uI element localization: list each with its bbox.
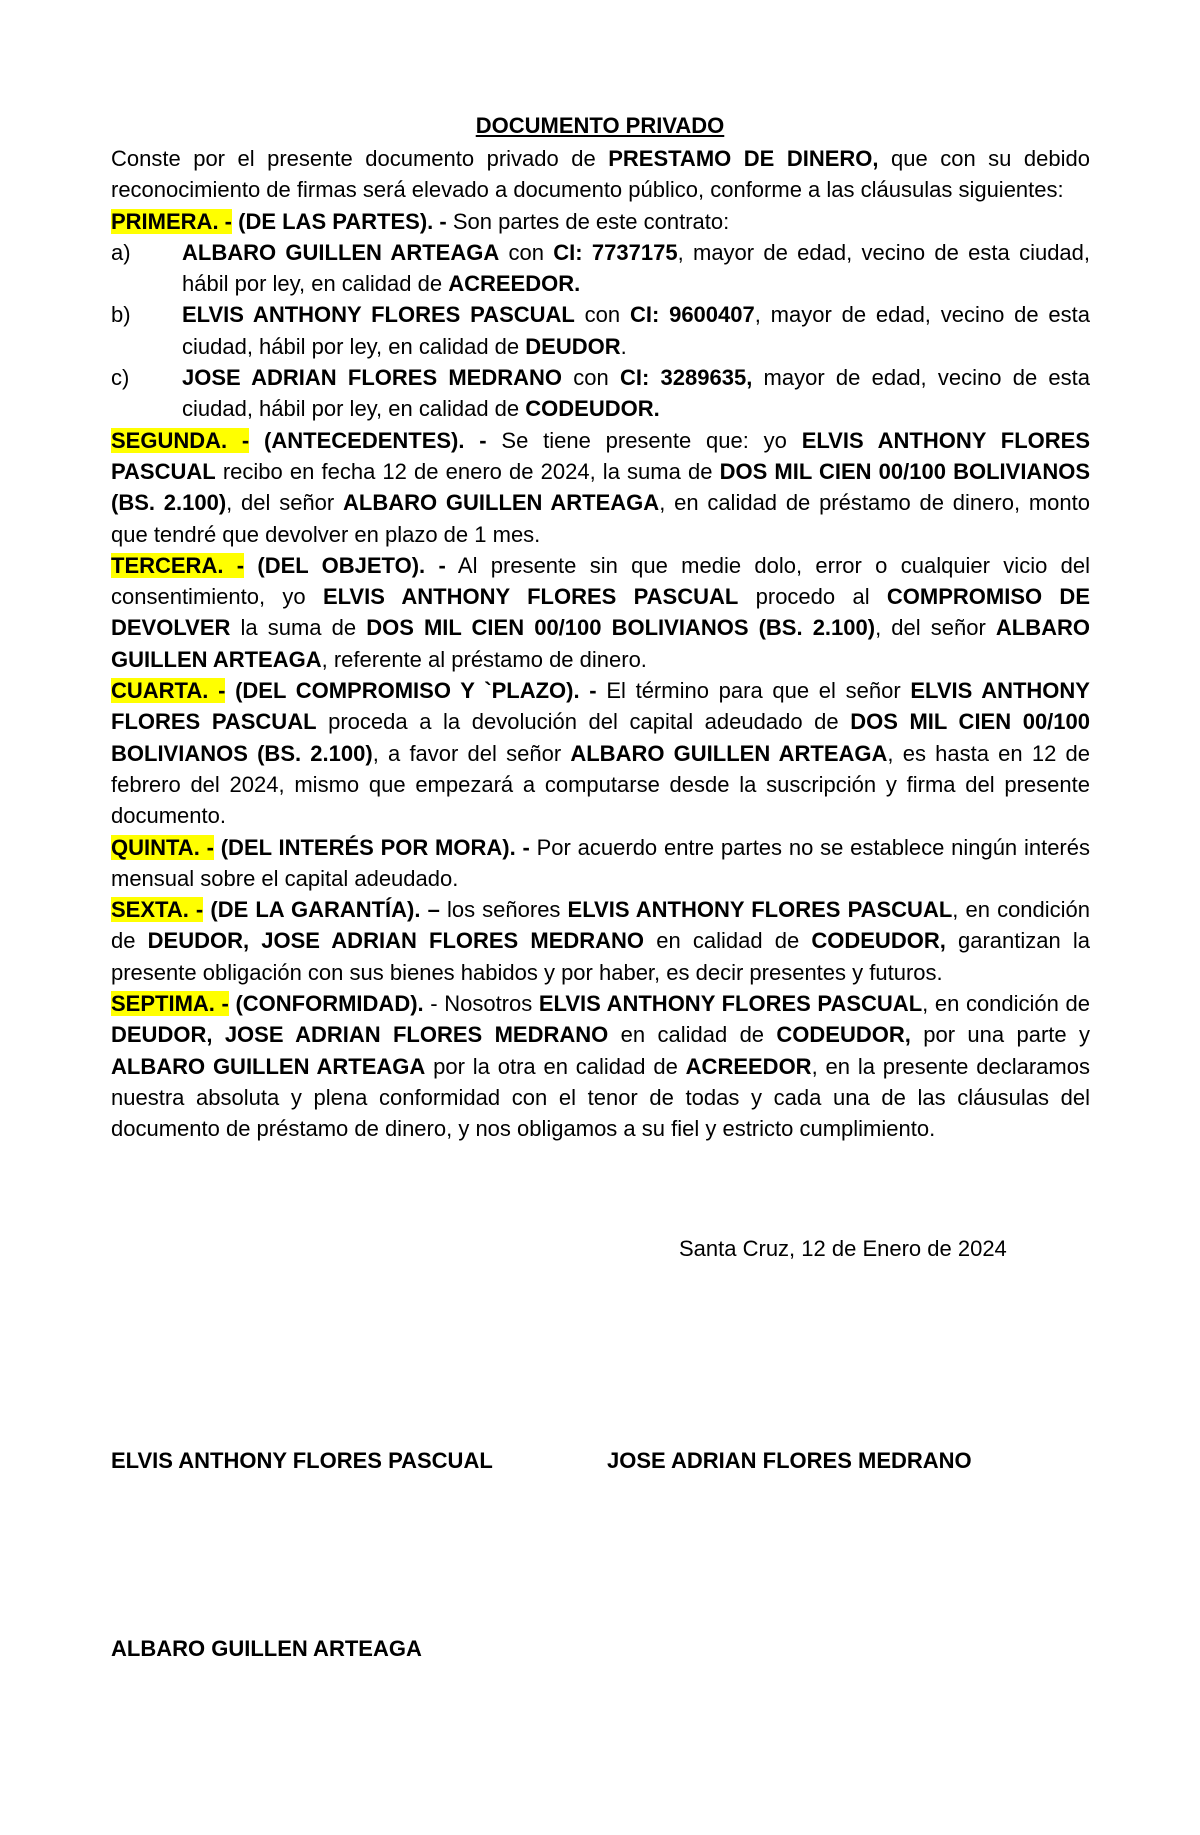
- clause-bold: ELVIS ANTHONY FLORES PASCUAL: [538, 991, 923, 1017]
- document-body: [111, 143, 1090, 1145]
- clause-text: por la otra en calidad de: [425, 1053, 686, 1079]
- signature-codeudor: JOSE ADRIAN FLORES MEDRANO: [607, 1448, 972, 1473]
- clause-cuarta: [111, 675, 1090, 831]
- clause-heading: (DEL COMPROMISO Y `PLAZO). -: [225, 678, 597, 704]
- list-marker: b): [111, 302, 131, 328]
- clause-bold: DEUDOR, JOSE ADRIAN FLORES MEDRANO: [147, 928, 645, 954]
- clause-heading: (DEL INTERÉS POR MORA). -: [213, 834, 530, 860]
- clause-bold: ACREEDOR: [685, 1053, 812, 1079]
- party-text: [182, 362, 1090, 425]
- party-item-c: [111, 362, 1090, 425]
- clause-text: , a favor del señor: [372, 740, 571, 766]
- party-name: JOSE ADRIAN FLORES MEDRANO: [182, 365, 563, 391]
- party-desc: , mayor de edad, vecino de esta ciudad, hábil por ley, en calidad de: [182, 302, 1090, 359]
- clause-text: Al presente sin que medie dolo, error o cualquier vicio del consentimiento, yo: [111, 552, 1090, 610]
- list-marker: c): [111, 365, 130, 391]
- clause-bold: DEUDOR, JOSE ADRIAN FLORES MEDRANO: [111, 1022, 609, 1048]
- clause-bold: ELVIS ANTHONY FLORES PASCUAL: [111, 678, 1090, 735]
- signature-deudor: ELVIS ANTHONY FLORES PASCUAL: [111, 1448, 493, 1473]
- party-name: ELVIS ANTHONY FLORES PASCUAL: [182, 302, 575, 328]
- intro-paragraph: [111, 143, 1090, 206]
- clause-tercera: [111, 550, 1090, 675]
- clause-text: en calidad de: [644, 928, 812, 954]
- clause-text: proceda a la devolución del capital adeudado de: [316, 709, 851, 735]
- clause-label: TERCERA. -: [111, 552, 245, 578]
- clause-heading: (ANTECEDENTES). -: [249, 427, 487, 453]
- clause-bold: ELVIS ANTHONY FLORES PASCUAL: [567, 897, 953, 923]
- party-item-a: [111, 237, 1090, 300]
- party-text: [182, 299, 1090, 362]
- party-role: ACREEDOR.: [448, 271, 581, 297]
- party-role: DEUDOR: [525, 333, 621, 359]
- clause-text: recibo en fecha 12 de enero de 2024, la suma de: [215, 458, 720, 484]
- clause-text: los señores: [439, 897, 568, 923]
- clause-label: SEXTA. -: [111, 897, 204, 923]
- party-ci: CI: 7737175: [553, 239, 678, 265]
- party-item-b: [111, 299, 1090, 362]
- party-text: [182, 237, 1090, 300]
- party-ci: CI: 9600407: [629, 302, 755, 328]
- clause-bold: CODEUDOR,: [776, 1022, 911, 1048]
- clause-heading: (DE LAS PARTES). -: [232, 208, 447, 234]
- clause-bold: CODEUDOR,: [811, 928, 946, 954]
- clause-heading: (CONFORMIDAD).: [228, 991, 424, 1017]
- clause-sexta: [111, 894, 1090, 988]
- party-con: con: [499, 239, 554, 265]
- intro-bold: PRESTAMO DE DINERO,: [608, 146, 879, 171]
- intro-text: Conste por el presente documento privado de: [111, 146, 609, 171]
- document-title: DOCUMENTO PRIVADO: [475, 113, 725, 138]
- clause-bold: ELVIS ANTHONY FLORES PASCUAL: [111, 427, 1091, 484]
- clause-heading: (DE LA GARANTÍA). –: [203, 897, 440, 923]
- clause-text: garantizan la presente obligación con sus bienes habidos y por haber, es decir presentes y futuros.: [111, 928, 1091, 985]
- clause-bold: DOS MIL CIEN 00/100 BOLIVIANOS (BS. 2.100): [366, 615, 876, 641]
- clause-text: Se tiene presente que: yo: [486, 427, 802, 453]
- party-name: ALBARO GUILLEN ARTEAGA: [182, 239, 500, 265]
- clause-label: SEGUNDA. -: [111, 427, 250, 453]
- clause-text: , del señor: [875, 615, 996, 641]
- clause-label: PRIMERA. -: [111, 208, 232, 234]
- party-ci: CI: 3289635,: [619, 365, 753, 391]
- clause-text: El término para que el señor: [596, 678, 911, 704]
- clause-text: , en la presente declaramos nuestra absoluta y plena conformidad con el tenor de todas y cada una de las cláusulas del documento de préstamo de dinero, y nos obligamos a su fiel y estricto cumplimiento.: [111, 1053, 1090, 1142]
- intro-text-2: que con su debido reconocimiento de firmas será elevado a documento público, conforme a las cláusulas siguientes:: [111, 146, 1090, 203]
- party-role: CODEUDOR.: [525, 396, 660, 422]
- clause-text: - Nosotros: [423, 991, 539, 1017]
- clause-text: Por acuerdo entre partes no se establece ningún interés mensual sobre el capital adeudado.: [111, 834, 1090, 891]
- clause-text: en calidad de: [608, 1022, 777, 1048]
- place-date: Santa Cruz, 12 de Enero de 2024: [679, 1236, 1007, 1261]
- clause-text: , en condición de: [111, 897, 1091, 954]
- party-con: con: [562, 365, 620, 391]
- clause-septima: [111, 988, 1090, 1144]
- clause-bold: COMPROMISO DE DEVOLVER: [111, 584, 1090, 641]
- list-marker: a): [111, 239, 131, 265]
- clause-text: procedo al: [738, 584, 887, 610]
- clause-label: SEPTIMA. -: [111, 991, 229, 1017]
- clause-primera: [111, 206, 1090, 237]
- clause-bold: DOS MIL CIEN 00/100 BOLIVIANOS (BS. 2.100): [111, 458, 1090, 516]
- clause-text: , del señor: [226, 490, 344, 516]
- clause-text: la suma de: [230, 615, 367, 641]
- clause-bold: ALBARO GUILLEN ARTEAGA: [570, 740, 888, 766]
- clause-bold: ALBARO GUILLEN ARTEAGA: [111, 1053, 426, 1079]
- clause-text: , en condición de: [922, 991, 1090, 1017]
- clause-bold: DOS MIL CIEN 00/100 BOLIVIANOS (BS. 2.100): [111, 709, 1090, 766]
- clause-segunda: [111, 425, 1090, 550]
- clause-quinta: [111, 832, 1090, 895]
- clause-text: , en calidad de préstamo de dinero, monto que tendré que devolver en plazo de 1 mes.: [111, 490, 1090, 547]
- clause-text: por una parte y: [910, 1022, 1091, 1048]
- clause-text: Son partes de este contrato:: [446, 208, 730, 234]
- clause-text: , es hasta en 12 de febrero del 2024, mismo que empezará a computarse desde la suscripción y firma del presente documento.: [111, 740, 1090, 829]
- clause-bold: ALBARO GUILLEN ARTEAGA: [111, 615, 1090, 672]
- party-end: .: [620, 333, 627, 359]
- clause-heading: (DEL OBJETO). -: [244, 552, 446, 578]
- clause-bold: ELVIS ANTHONY FLORES PASCUAL: [322, 584, 739, 610]
- clause-bold: ALBARO GUILLEN ARTEAGA: [343, 490, 660, 516]
- party-desc: , mayor de edad, vecino de esta ciudad, hábil por ley, en calidad de: [182, 239, 1091, 297]
- party-con: con: [574, 302, 630, 328]
- party-desc: mayor de edad, vecino de esta ciudad, hábil por ley, en calidad de: [182, 365, 1091, 422]
- signature-acreedor: ALBARO GUILLEN ARTEAGA: [111, 1636, 422, 1661]
- clause-text: , referente al préstamo de dinero.: [321, 646, 647, 672]
- clause-label: QUINTA. -: [111, 834, 214, 860]
- clause-label: CUARTA. -: [111, 678, 226, 704]
